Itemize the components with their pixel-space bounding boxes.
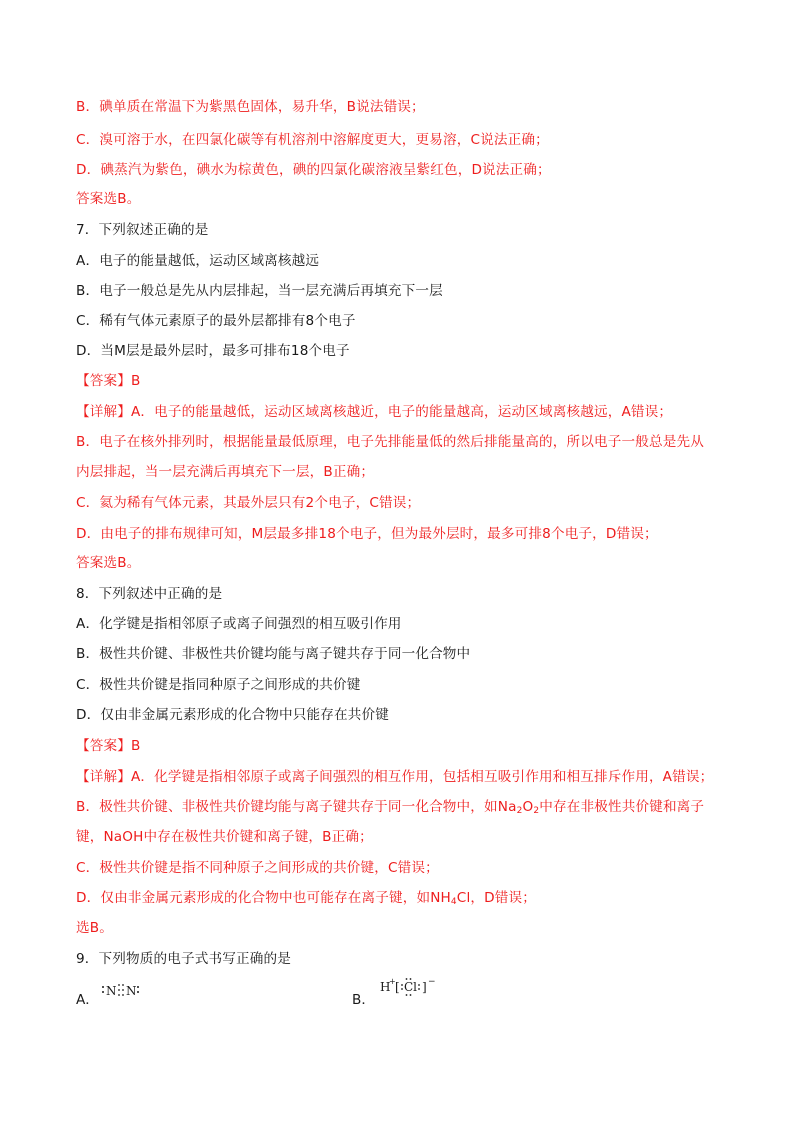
q8-option-a: A．化学键是指相邻原子或离子间强烈的相互吸引作用 — [76, 616, 402, 632]
q8-option-b: B．极性共价键、非极性共价键均能与离子键共存于同一化合物中 — [76, 646, 471, 662]
svg-text:N: N — [126, 984, 137, 998]
q7-explanation-c: C．氦为稀有气体元素，其最外层只有2个电子，C错误； — [76, 495, 421, 511]
svg-text:H: H — [380, 980, 391, 994]
prev-explanation-c: C．溴可溶于水，在四氯化碳等有机溶剂中溶解度更大，更易溶，C说法正确； — [76, 132, 549, 148]
q8-explanation-b2: 键，NaOH中存在极性共价键和离子键，B正确； — [76, 829, 373, 845]
q7-stem: 7．下列叙述正确的是 — [76, 222, 209, 238]
q7-option-a: A．电子的能量越低，运动区域离核越远 — [76, 253, 320, 269]
q8-explanation-c: C．极性共价键是指不同种原子之间形成的共价键，C错误； — [76, 860, 439, 876]
svg-text:−: − — [428, 977, 436, 987]
q8-option-c: C．极性共价键是指同种原子之间形成的共价键 — [76, 677, 361, 693]
q7-option-c: C．稀有气体元素原子的最外层都排有8个电子 — [76, 313, 356, 329]
q8-answer: 【答案】B — [76, 738, 141, 754]
q7-final-answer: 答案选B。 — [76, 555, 141, 571]
q9-stem: 9．下列物质的电子式书写正确的是 — [76, 951, 291, 967]
q7-explanation-b1: B．电子在核外排列时，根据能量最低原理，电子先排能量低的然后排能量高的，所以电子一般总是先从 — [76, 434, 704, 450]
q7-option-b: B．电子一般总是先从内层排起，当一层充满后再填充下一层 — [76, 283, 443, 299]
svg-text:Cl: Cl — [404, 980, 418, 994]
q7-explanation-d: D．由电子的排布规律可知，M层最多排18个电子，但为最外层时，最多可排8个电子，D错误； — [76, 526, 658, 542]
prev-explanation-d: D．碘蒸汽为紫色，碘水为棕黄色，碘的四氯化碳溶液呈紫红色，D说法正确； — [76, 162, 551, 178]
hcl-electron-formula-graphic — [378, 974, 440, 1000]
q7-answer: 【答案】B — [76, 373, 141, 389]
q8-explanation-a: 【详解】A．化学键是指相邻原子或离子间强烈的相互作用，包括相互吸引作用和相互排斥作用，A错误； — [76, 769, 714, 785]
prev-explanation-b: B．碘单质在常温下为紫黑色固体，易升华，B说法错误； — [76, 99, 425, 115]
q8-option-d: D．仅由非金属元素形成的化合物中只能存在共价键 — [76, 707, 389, 723]
q8-explanation-b1: B．极性共价键、非极性共价键均能与离子键共存于同一化合物中，如$Na_2O_2$中存在非极性共价键和离子 — [76, 799, 705, 816]
q8-final-answer: 选B。 — [76, 920, 113, 936]
q7-option-d: D．当M层是最外层时，最多可排布18个电子 — [76, 343, 350, 359]
q9-option-b-label: B． — [352, 992, 375, 1008]
svg-text:[: [ — [395, 980, 400, 994]
n2-electron-formula-graphic — [100, 980, 150, 1000]
q7-explanation-b2: 内层排起，当一层充满后再填充下一层，B正确； — [76, 464, 375, 480]
q8-explanation-d: D．仅由非金属元素形成的化合物中也可能存在离子键，如$NH_4Cl$，D错误； — [76, 890, 536, 907]
svg-text:N: N — [106, 984, 117, 998]
svg-text:]: ] — [422, 980, 427, 994]
q7-explanation-a: 【详解】A．电子的能量越低，运动区域离核越近，电子的能量越高，运动区域离核越远，A错误； — [76, 404, 673, 420]
prev-answer: 答案选B。 — [76, 191, 141, 207]
q8-stem: 8．下列叙述中正确的是 — [76, 586, 223, 602]
q9-option-a-label: A． — [76, 992, 99, 1008]
q9-formula-b — [378, 974, 440, 1000]
svg-text:+: + — [389, 977, 396, 986]
q9-formula-a — [100, 980, 150, 1000]
